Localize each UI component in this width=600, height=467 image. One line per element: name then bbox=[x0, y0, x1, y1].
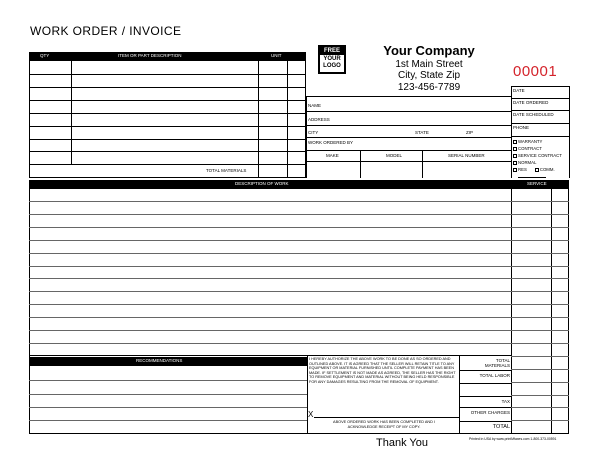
model-label: MODEL bbox=[386, 153, 403, 158]
details-left-border bbox=[511, 86, 512, 178]
date-scheduled-label: DATE SCHEDULED bbox=[513, 112, 554, 117]
materials-col-divider bbox=[258, 52, 259, 178]
recommendations-line bbox=[29, 420, 307, 421]
customer-divider bbox=[306, 161, 512, 162]
customer-signature-line[interactable] bbox=[314, 417, 459, 418]
work-line bbox=[29, 227, 511, 228]
customer-divider bbox=[306, 137, 512, 138]
recommendations-top-border bbox=[29, 355, 511, 356]
work-line bbox=[29, 266, 511, 267]
invoice-number: 00001 bbox=[513, 63, 558, 80]
customer-divider bbox=[306, 125, 512, 126]
materials-row bbox=[29, 113, 306, 114]
totals-total-materials: TOTAL MATERIALS bbox=[484, 358, 510, 369]
materials-row bbox=[29, 139, 306, 140]
total-materials-label: TOTAL MATERIALS bbox=[206, 168, 247, 173]
customer-divider bbox=[306, 150, 512, 151]
service-col-divider bbox=[551, 189, 552, 434]
service-line bbox=[511, 343, 569, 344]
totals-divider bbox=[459, 396, 511, 397]
company-street: 1st Main Street bbox=[395, 58, 463, 70]
recommendations-line bbox=[29, 394, 307, 395]
totals-tax: TAX bbox=[501, 399, 510, 404]
service-line bbox=[511, 395, 569, 396]
materials-row bbox=[29, 74, 306, 75]
details-divider bbox=[511, 110, 569, 111]
name-label: NAME bbox=[308, 103, 322, 108]
service-line bbox=[511, 382, 569, 383]
normal-option[interactable]: NORMAL bbox=[513, 159, 569, 166]
work-line bbox=[29, 253, 511, 254]
make-label: MAKE bbox=[326, 153, 339, 158]
work-line bbox=[29, 201, 511, 202]
service-line bbox=[511, 227, 569, 228]
details-divider bbox=[511, 98, 569, 99]
details-divider bbox=[511, 86, 569, 87]
work-line bbox=[29, 330, 511, 331]
service-line bbox=[511, 356, 569, 357]
service-line bbox=[511, 253, 569, 254]
description-of-work-header: DESCRIPTION OF WORK bbox=[235, 181, 289, 186]
recommendations-line bbox=[29, 407, 307, 408]
city-label: CITY bbox=[308, 130, 319, 135]
totals-divider bbox=[459, 370, 511, 371]
warranty-checkbox[interactable] bbox=[513, 140, 517, 144]
work-line bbox=[29, 240, 511, 241]
service-line bbox=[511, 317, 569, 318]
totals-divider bbox=[459, 421, 511, 422]
service-header: SERVICE bbox=[527, 181, 547, 186]
work-line bbox=[29, 214, 511, 215]
customer-divider bbox=[306, 111, 512, 112]
service-line bbox=[511, 330, 569, 331]
totals-total-labor: TOTAL LABOR bbox=[479, 373, 510, 378]
company-phone: 123-456-7789 bbox=[397, 81, 461, 93]
state-label: STATE bbox=[415, 130, 429, 135]
totals-divider bbox=[459, 383, 511, 384]
thank-you: Thank You bbox=[376, 437, 428, 449]
totals-other-charges: OTHER CHARGES bbox=[470, 410, 510, 415]
serial-number-label: SERIAL NUMBER bbox=[448, 153, 485, 158]
work-line bbox=[29, 291, 511, 292]
service-line bbox=[511, 407, 569, 408]
company-name: Your Company bbox=[383, 43, 475, 58]
service-line bbox=[511, 278, 569, 279]
service-line bbox=[511, 369, 569, 370]
date-ordered-label: DATE ORDERED bbox=[513, 100, 549, 105]
recommendations-line bbox=[29, 380, 307, 381]
res-checkbox[interactable] bbox=[513, 168, 517, 172]
completion-text: ABOVE ORDERED WORK HAS BEEN COMPLETED AND I ACKNOWLEDGE RECEIPT OF MY COPY. bbox=[333, 420, 435, 429]
work-ordered-by-label: WORK ORDERED BY bbox=[308, 140, 354, 145]
zip-label: ZIP bbox=[466, 130, 474, 135]
contract-checkbox[interactable] bbox=[513, 147, 517, 151]
materials-row bbox=[29, 164, 306, 165]
details-divider bbox=[511, 123, 569, 124]
details-right-border bbox=[569, 86, 570, 178]
make-model-divider bbox=[360, 150, 361, 178]
footer-fine-print: Printed in USA by www.printMfaxes.com 1-800-373-00591 bbox=[469, 437, 557, 441]
service-contract-checkbox[interactable] bbox=[513, 154, 517, 158]
company-info bbox=[356, 44, 502, 93]
company-logo: FREE YOUR LOGO bbox=[318, 45, 346, 74]
qty-header: QTY bbox=[40, 53, 50, 58]
work-line bbox=[29, 317, 511, 318]
service-line bbox=[511, 291, 569, 292]
address-label: ADDRESS bbox=[308, 117, 330, 122]
phone-label: PHONE bbox=[513, 125, 530, 130]
item-description-header: ITEM OR PART DESCRIPTION bbox=[118, 53, 182, 58]
form-title: WORK ORDER / INVOICE bbox=[30, 24, 182, 38]
customer-divider bbox=[306, 96, 512, 97]
work-line bbox=[29, 304, 511, 305]
totals-divider bbox=[459, 407, 511, 408]
service-line bbox=[511, 240, 569, 241]
totals-grand-total: TOTAL bbox=[492, 424, 510, 430]
service-line bbox=[511, 304, 569, 305]
company-city: City, State Zip bbox=[397, 70, 461, 82]
service-line bbox=[511, 266, 569, 267]
signature-mark: X bbox=[308, 410, 314, 419]
materials-row bbox=[29, 126, 306, 127]
customer-left-border bbox=[306, 96, 307, 178]
contract-option[interactable]: CONTRACT bbox=[513, 145, 569, 152]
recommendations-right-border bbox=[307, 355, 308, 434]
service-contract-option[interactable]: SERVICE CONTRACT bbox=[513, 152, 569, 159]
blank-option-line bbox=[518, 177, 546, 178]
authorization-text: I HEREBY AUTHORIZE THE ABOVE WORK TO BE DONE AS SO ORDERED AND OUTLINED ABOVE. IT IS AGREED THAT THE SELLER WILL RETAIN TITLE TO ANY EQUIPMENT OR MATERIAL FURNISHED UNTIL COMPLETE PAYMENT HAS BEEN MADE. IF SETTLEMENT IS NOT MADE AS AGREED, THE SELLER HAS THE RIGHT TO REMOVE EQUIPMENT AND MATERIAL WITHOUT BEING HELD RESPONSIBLE FOR ANY DAMAGES RESULTING FROM THE REMOVAL OF EQUIPMENT. bbox=[309, 357, 456, 384]
model-serial-divider bbox=[422, 150, 423, 178]
comm-checkbox[interactable] bbox=[535, 168, 539, 172]
work-line bbox=[29, 278, 511, 279]
service-type-options bbox=[513, 138, 569, 173]
work-line bbox=[29, 343, 511, 344]
res-comm-options: RES COMM. bbox=[513, 166, 569, 173]
details-divider bbox=[511, 136, 569, 137]
date-label: DATE bbox=[513, 88, 525, 93]
warranty-option[interactable]: WARRANTY bbox=[513, 138, 569, 145]
materials-col-divider bbox=[287, 52, 288, 178]
materials-row bbox=[29, 87, 306, 88]
service-line bbox=[511, 201, 569, 202]
unit-header: UNIT bbox=[271, 53, 282, 58]
recommendations-label: RECOMMENDATIONS bbox=[136, 358, 183, 363]
service-line bbox=[511, 420, 569, 421]
authorization-right-border bbox=[459, 355, 460, 434]
service-line bbox=[511, 214, 569, 215]
normal-checkbox[interactable] bbox=[513, 161, 517, 165]
materials-row bbox=[29, 151, 306, 152]
materials-col-divider bbox=[71, 52, 72, 164]
materials-row bbox=[29, 100, 306, 101]
work-header bbox=[29, 180, 569, 189]
